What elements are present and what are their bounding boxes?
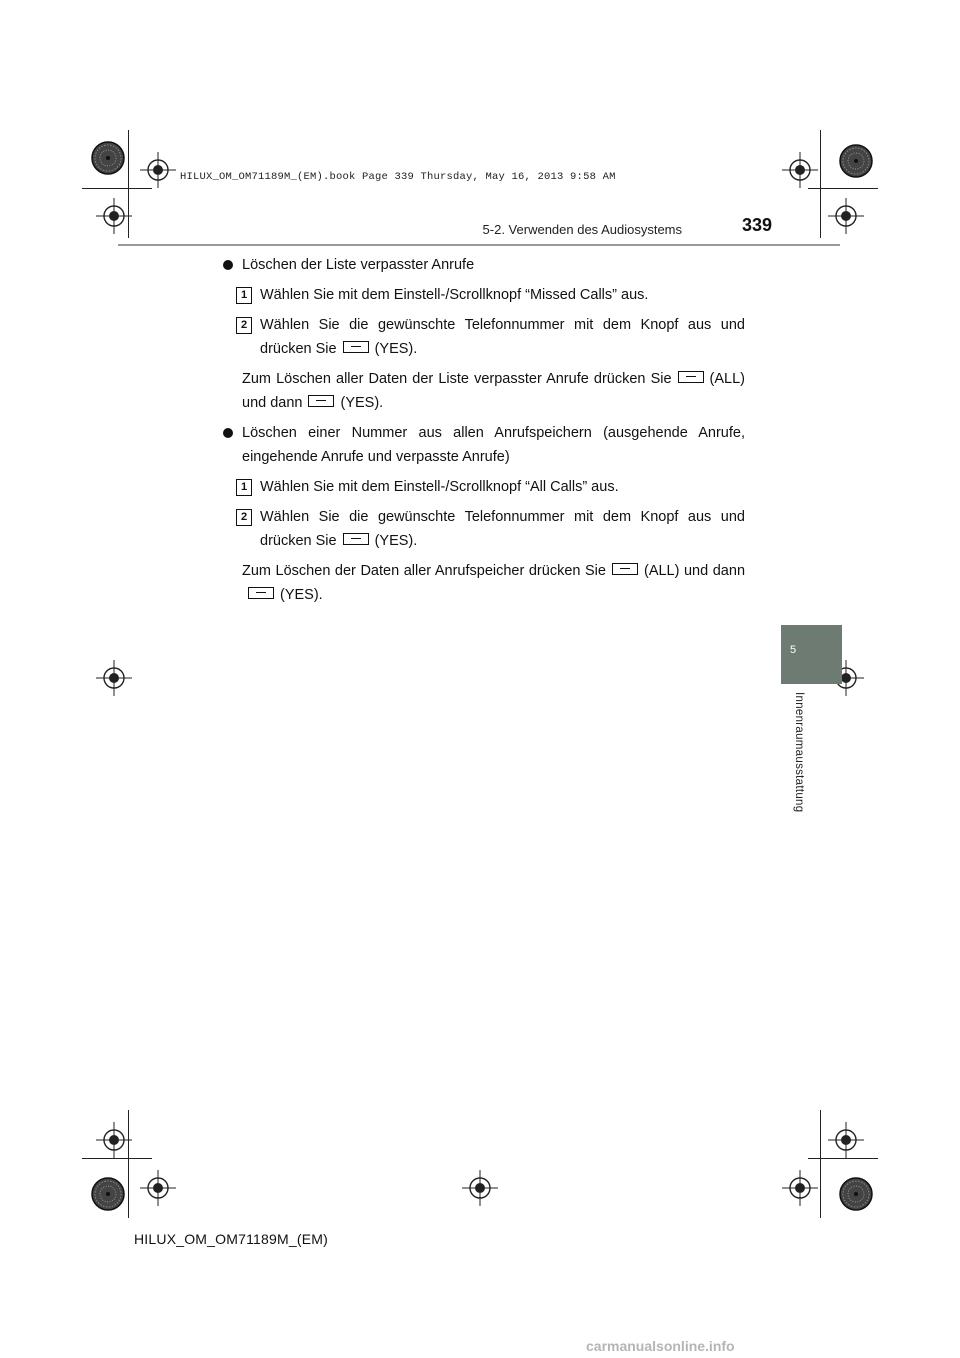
crosshair-registration-icon xyxy=(828,198,864,234)
softkey-icon xyxy=(308,395,334,407)
crosshair-registration-icon xyxy=(828,1122,864,1158)
step-item xyxy=(220,505,745,553)
note-text: Zum Löschen der Daten aller Anrufspeicher drücken Sie xyxy=(242,563,606,579)
crosshair-registration-icon xyxy=(140,1170,176,1206)
footer-code: HILUX_OM_OM71189M_(EM) xyxy=(134,1231,328,1247)
chapter-title: Innenraumausstattung xyxy=(793,692,805,813)
chapter-number: 5 xyxy=(790,644,797,656)
crosshair-registration-icon xyxy=(140,152,176,188)
note-paragraph xyxy=(220,559,745,607)
sunburst-registration-icon xyxy=(838,143,874,179)
crosshair-registration-icon xyxy=(782,1170,818,1206)
watermark: carmanualsonline.info xyxy=(586,1338,735,1354)
crosshair-registration-icon xyxy=(96,660,132,696)
step-text: Wählen Sie die gewünschte Telefonnummer mit dem Knopf aus und drücken Sie xyxy=(260,317,745,357)
softkey-icon xyxy=(343,341,369,353)
sunburst-registration-icon xyxy=(838,1176,874,1212)
step-number-badge: 1 xyxy=(236,479,252,496)
trim-line xyxy=(82,1158,152,1159)
step-text: (YES). xyxy=(374,533,418,549)
step-text: Wählen Sie mit dem Einstell-/Scrollknopf “All Calls” aus. xyxy=(260,479,619,495)
softkey-icon xyxy=(248,587,274,599)
section-header: 5-2. Verwenden des Audiosystems xyxy=(482,222,682,237)
trim-line xyxy=(808,1158,878,1159)
softkey-icon xyxy=(612,563,638,575)
file-stamp: HILUX_OM_OM71189M_(EM).book Page 339 Thursday, May 16, 2013 9:58 AM xyxy=(180,171,616,183)
bullet-icon xyxy=(223,428,233,438)
header-rule xyxy=(118,244,840,246)
main-content xyxy=(220,253,745,607)
step-item xyxy=(220,475,745,499)
step-text: Wählen Sie die gewünschte Telefonnummer mit dem Knopf aus und drücken Sie xyxy=(260,509,745,549)
trim-line xyxy=(808,188,878,189)
note-paragraph xyxy=(220,367,745,415)
note-text: (YES). xyxy=(280,587,323,603)
step-item xyxy=(220,283,745,307)
bullet-item xyxy=(220,253,745,277)
note-text: (ALL) und dann xyxy=(643,563,746,579)
step-text: (YES). xyxy=(374,341,418,357)
step-number-badge: 1 xyxy=(236,287,252,304)
sunburst-registration-icon xyxy=(90,140,126,176)
step-item xyxy=(220,313,745,361)
bullet-item xyxy=(220,421,745,469)
step-text: Wählen Sie mit dem Einstell-/Scrollknopf “Missed Calls” aus. xyxy=(260,287,649,303)
step-number-badge: 2 xyxy=(236,317,252,334)
step-number-badge: 2 xyxy=(236,509,252,526)
softkey-icon xyxy=(678,371,704,383)
trim-line xyxy=(820,130,821,238)
note-text: (YES). xyxy=(340,395,384,411)
crosshair-registration-icon xyxy=(462,1170,498,1206)
bullet-icon xyxy=(223,260,233,270)
softkey-icon xyxy=(343,533,369,545)
trim-line xyxy=(128,1110,129,1218)
sunburst-registration-icon xyxy=(90,1176,126,1212)
trim-line xyxy=(820,1110,821,1218)
note-text: (ALL) und dann xyxy=(242,371,745,411)
note-text: Zum Löschen aller Daten der Liste verpasster Anrufe drücken Sie xyxy=(242,371,672,387)
bullet-title: Löschen der Liste verpasster Anrufe xyxy=(242,257,475,273)
bullet-title: Löschen einer Nummer aus allen Anrufspeichern (ausgehende Anrufe, eingehende Anrufe und verpasste Anrufe) xyxy=(242,425,745,465)
page-number: 339 xyxy=(742,215,773,235)
crosshair-registration-icon xyxy=(96,1122,132,1158)
trim-line xyxy=(82,188,152,189)
crosshair-registration-icon xyxy=(782,152,818,188)
